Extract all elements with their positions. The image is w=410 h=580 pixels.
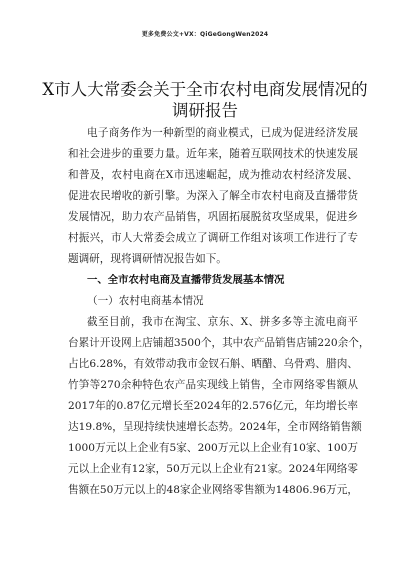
body-paragraph-line: 截至目前，我市在淘宝、京东、X、拼多多等主流电商平 [87,316,358,328]
intro-paragraph-line: 和普及，农村电商在X市迅速崛起，成为推动农村经济发展、 [68,169,358,181]
section-heading: 一、全市农村电商及直播带货发展基本情况 [87,274,285,286]
intro-paragraph-line: 促进农民增收的新引擎。为深入了解全市农村电商及直播带货 [68,190,358,202]
body-paragraph-line: 2017年的0.87亿元增长至2024年的2.576亿元，年均增长率 [68,400,358,412]
body-paragraph-line: 达19.8%，呈现持续快速增长态势。2024年，全市网络销售额 [68,421,362,433]
intro-paragraph-line: 发展情况，助力农产品销售，巩固拓展脱贫攻坚成果，促进乡 [68,211,358,223]
body-paragraph-line: 元以上企业有12家，50万元以上企业有21家。2024年网络零 [68,463,358,475]
header-watermark: 更多免费公文+VX：QiGeGongWen2024 [141,31,269,38]
body-paragraph-line: 台累计开设网上店铺超3500个，其中农产品销售店铺220余个， [68,337,370,349]
body-paragraph-line: 售额在50万元以上的48家企业网络零售额为14806.96万元， [68,484,358,496]
intro-paragraph-line: 电子商务作为一种新型的商业模式，已成为促进经济发展 [87,127,358,139]
intro-paragraph-line: 题调研，现将调研情况报告如下。 [68,253,227,265]
subsection-heading: （一）农村电商基本情况 [87,295,204,307]
intro-paragraph-line: 和社会进步的重要力量。近年来，随着互联网技术的快速发展 [68,148,358,160]
body-paragraph-line: 占比6.28%，有效带动我市金钗石斛、晒醋、乌骨鸡、腊肉、 [68,358,358,370]
body-paragraph-line: 竹笋等270余种特色农产品实现线上销售，全市网络零售额从 [68,379,358,391]
body-paragraph-line: 1000万元以上企业有5家、200万元以上企业有10家、100万 [68,442,358,454]
document-title-line-1: X市人大常委会关于全市农村电商发展情况的 [42,80,368,99]
document-title-line-2: 调研报告 [172,101,238,120]
intro-paragraph-line: 村振兴，市人大常委会成立了调研工作组对该项工作进行了专 [68,232,358,244]
